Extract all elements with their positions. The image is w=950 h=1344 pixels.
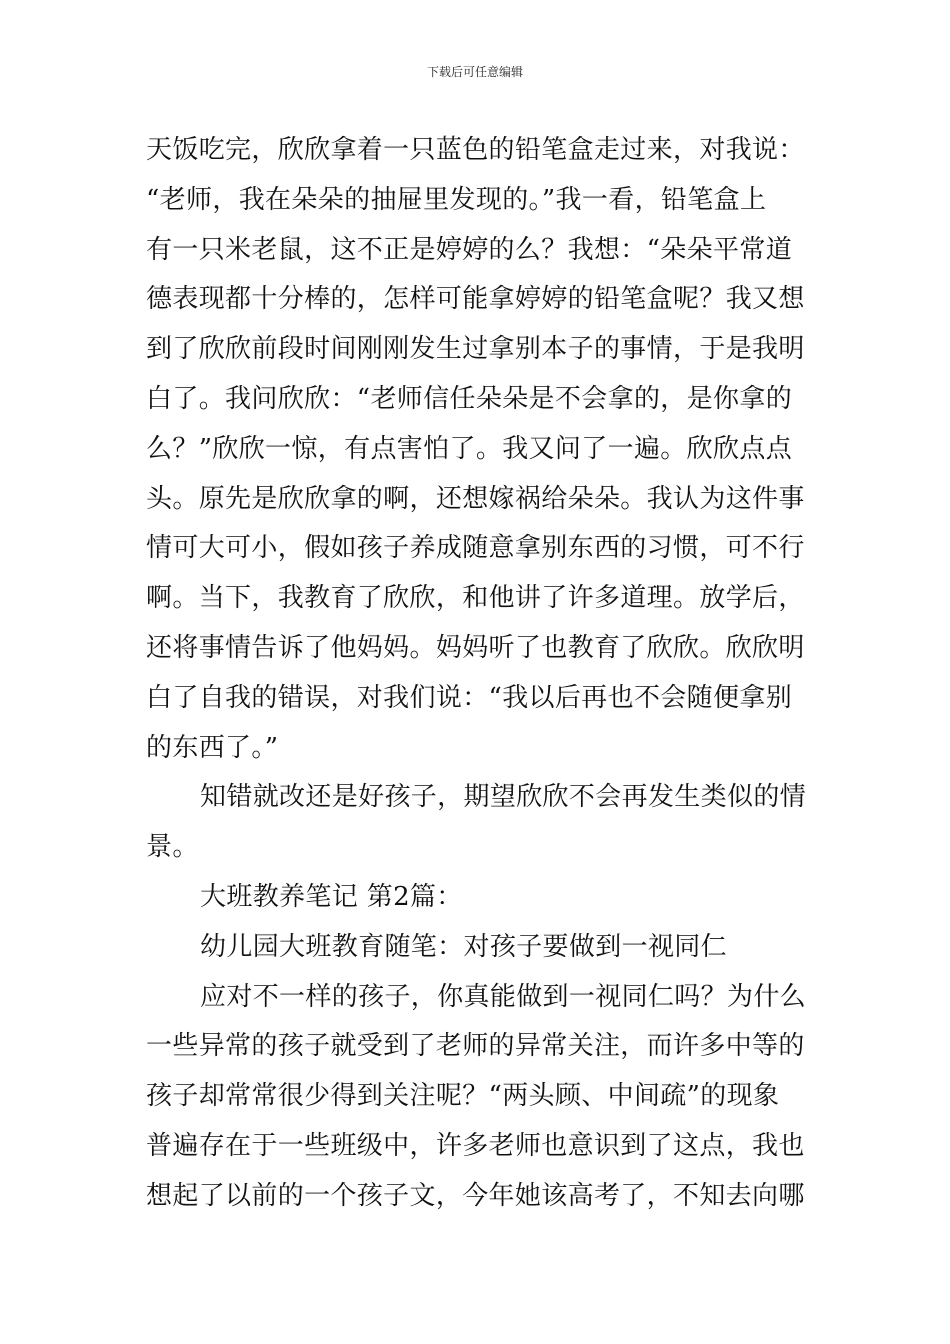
text-line: “老师，我在朵朵的抽屉里发现的。”我一看，铅笔盒上 (146, 184, 767, 215)
text-line: 想起了以前的一个孩子文，今年她该高考了，不知去向哪 (146, 1180, 805, 1211)
text-line: 还将事情告诉了他妈妈。妈妈听了也教育了欣欣。欣欣明 (146, 632, 805, 663)
text-line: 应对不一样的孩子，你真能做到一视同仁吗？为什么 (200, 981, 807, 1012)
section-heading: 大班教养笔记 第2篇： (200, 881, 463, 912)
article-title: 幼儿园大班教育随笔：对孩子要做到一视同仁 (200, 931, 728, 962)
text-line: 景。 (146, 832, 199, 863)
text-line: 啊。当下，我教育了欣欣，和他讲了许多道理。放学后， (146, 583, 805, 614)
text-line: 情可大可小，假如孩子养成随意拿别东西的习惯，可不行 (146, 533, 805, 564)
page-header: 下载后可任意编辑 (426, 65, 523, 79)
text-line: 白了。我问欣欣：“老师信任朵朵是不会拿的，是你拿的 (146, 383, 793, 414)
text-line: 孩子却常常很少得到关注呢？“两头顾、中间疏”的现象 (146, 1081, 780, 1112)
text-line: 有一只米老鼠，这不正是婷婷的么？我想：“朵朵平常道 (146, 234, 793, 265)
text-line: 德表现都十分棒的，怎样可能拿婷婷的铅笔盒呢？我又想 (146, 284, 805, 315)
body-text (146, 126, 826, 1222)
text-line: 白了自我的错误，对我们说：“我以后再也不会随便拿别 (146, 682, 793, 713)
text-line: 一些异常的孩子就受到了老师的异常关注，而许多中等的 (146, 1031, 805, 1062)
text-line: 么？”欣欣一惊，有点害怕了。我又问了一遍。欣欣点点 (146, 433, 793, 464)
text-line: 知错就改还是好孩子，期望欣欣不会再发生类似的情 (200, 782, 807, 813)
text-line: 到了欣欣前段时间刚刚发生过拿别本子的事情，于是我明 (146, 334, 805, 365)
text-line: 普遍存在于一些班级中，许多老师也意识到了这点，我也 (146, 1130, 805, 1161)
text-line: 头。原先是欣欣拿的啊，还想嫁祸给朵朵。我认为这件事 (146, 483, 805, 514)
text-line: 的东西了。” (146, 732, 279, 763)
text-line: 天饭吃完，欣欣拿着一只蓝色的铅笔盒走过来，对我说： (146, 135, 805, 165)
